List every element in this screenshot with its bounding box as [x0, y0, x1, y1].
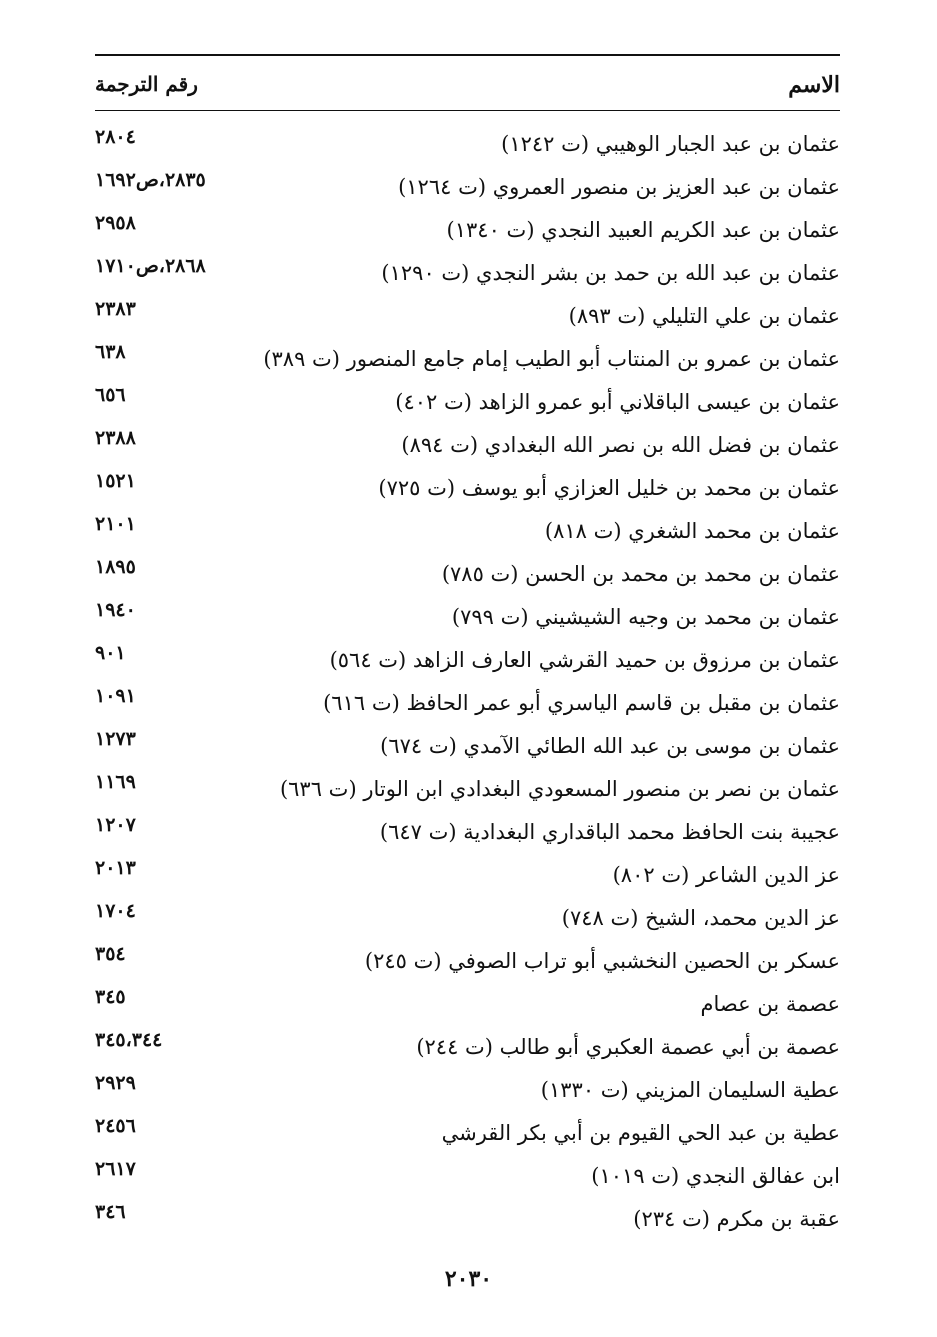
entry-name: عقبة بن مكرم (ت ٢٣٤)	[633, 1207, 840, 1231]
index-entry	[95, 208, 840, 251]
entry-number: ٣٤٦	[95, 1201, 126, 1223]
index-entry	[95, 767, 840, 810]
entry-number: ٢٤٥٦	[95, 1115, 136, 1137]
entry-name: عثمان بن علي التليلي (ت ٨٩٣)	[568, 304, 840, 328]
entry-name: عثمان بن عبد الجبار الوهيبي (ت ١٢٤٢)	[501, 132, 840, 156]
entry-name: عثمان بن عيسى الباقلاني أبو عمرو الزاهد (ت ٤٠٢)	[395, 390, 840, 414]
index-entry	[95, 1197, 840, 1240]
index-entry	[95, 251, 840, 294]
entry-number: ٣٤٥	[95, 986, 126, 1008]
index-entry	[95, 509, 840, 552]
entry-number: ٢٦١٧	[95, 1158, 136, 1180]
entry-name: عثمان بن نصر بن منصور المسعودي البغدادي ابن الوتار (ت ٦٣٦)	[279, 777, 840, 801]
index-entry	[95, 122, 840, 165]
entry-name: عصمة بن عصام	[700, 992, 840, 1016]
index-entry	[95, 681, 840, 724]
index-entry	[95, 1154, 840, 1197]
entry-name: عثمان بن موسى بن عبد الله الطائي الآمدي (ت ٦٧٤)	[380, 734, 840, 758]
index-entry	[95, 638, 840, 681]
entry-name: عثمان بن مرزوق بن حميد القرشي العارف الزاهد (ت ٥٦٤)	[329, 648, 840, 672]
entry-name: عسكر بن الحصين النخشبي أبو تراب الصوفي (ت ٢٤٥)	[364, 949, 840, 973]
entry-name: عثمان بن عبد الكريم العبيد النجدي (ت ١٣٤٠)	[446, 218, 840, 242]
index-entry	[95, 380, 840, 423]
entry-number: ٢٣٨٣	[95, 298, 136, 320]
page-number: ٢٠٣٠	[444, 1266, 493, 1292]
index-entry	[95, 724, 840, 767]
entry-number: ٢٩٥٨	[95, 212, 136, 234]
entry-number: ٣٥٤	[95, 943, 126, 965]
entry-name: عز الدين الشاعر (ت ٨٠٢)	[612, 863, 840, 887]
entry-name: عثمان بن عبد الله بن حمد بن بشر النجدي (ت ١٢٩٠)	[381, 261, 840, 285]
column-header	[95, 66, 840, 104]
index-entry	[95, 1111, 840, 1154]
index-entries	[95, 122, 840, 1240]
entry-number: ٢١٠١	[95, 513, 136, 535]
entry-number: ٦٣٨	[95, 341, 126, 363]
entry-name: عثمان بن محمد الشغري (ت ٨١٨)	[544, 519, 840, 543]
entry-number: ١٢٧٣	[95, 728, 136, 750]
entry-name: عثمان بن محمد بن وجيه الشيشيني (ت ٧٩٩)	[451, 605, 840, 629]
entry-number: ١٢٠٧	[95, 814, 136, 836]
entry-number: ١٠٩١	[95, 685, 136, 707]
index-entry	[95, 853, 840, 896]
index-entry	[95, 810, 840, 853]
entry-number: ٢٨٦٨،ص١٧١٠	[95, 255, 206, 277]
entry-name: عثمان بن مقبل بن قاسم الياسري أبو عمر الحافظ (ت ٦١٦)	[323, 691, 840, 715]
entry-name: عطية بن عبد الحي القيوم بن أبي بكر القرشي	[441, 1121, 840, 1145]
entry-number: ١٩٤٠	[95, 599, 136, 621]
entry-number: ١٨٩٥	[95, 556, 136, 578]
entry-number: ٢٩٢٩	[95, 1072, 136, 1094]
entry-name: عثمان بن محمد بن خليل العزازي أبو يوسف (ت ٧٢٥)	[378, 476, 840, 500]
entry-name: ابن عفالق النجدي (ت ١٠١٩)	[591, 1164, 840, 1188]
entry-number: ١٧٠٤	[95, 900, 136, 922]
entry-name: عثمان بن عبد العزيز بن منصور العمروي (ت ١٢٦٤)	[398, 175, 840, 199]
entry-number: ٦٥٦	[95, 384, 126, 406]
index-entry	[95, 982, 840, 1025]
header-rule	[95, 110, 840, 111]
index-entry	[95, 337, 840, 380]
number-column-label: رقم الترجمة	[95, 72, 198, 96]
entry-name: عصمة بن أبي عصمة العكبري أبو طالب (ت ٢٤٤)	[416, 1035, 840, 1059]
entry-number: ١١٦٩	[95, 771, 136, 793]
entry-number: ٢٠١٣	[95, 857, 136, 879]
entry-name: عثمان بن محمد بن محمد بن الحسن (ت ٧٨٥)	[441, 562, 840, 586]
entry-number: ٢٨٠٤	[95, 126, 136, 148]
index-entry	[95, 595, 840, 638]
entry-name: عثمان بن فضل الله بن نصر الله البغدادي (ت ٨٩٤)	[401, 433, 840, 457]
index-entry	[95, 1025, 840, 1068]
entry-number: ٩٠١	[95, 642, 126, 664]
entry-number: ٢٣٨٨	[95, 427, 136, 449]
index-entry	[95, 165, 840, 208]
index-entry	[95, 466, 840, 509]
entry-number: ٣٤٥،٣٤٤	[95, 1029, 163, 1051]
entry-name: عجيبة بنت الحافظ محمد الباقداري البغدادية (ت ٦٤٧)	[379, 820, 840, 844]
index-entry	[95, 552, 840, 595]
entry-name: عثمان بن عمرو بن المنتاب أبو الطيب إمام جامع المنصور (ت ٣٨٩)	[263, 347, 840, 371]
index-entry	[95, 939, 840, 982]
entry-name: عطية السليمان المزيني (ت ١٣٣٠)	[540, 1078, 840, 1102]
name-column-label: الاسم	[788, 72, 840, 98]
entry-name: عز الدين محمد، الشيخ (ت ٧٤٨)	[561, 906, 840, 930]
entry-number: ٢٨٣٥،ص١٦٩٢	[95, 169, 206, 191]
top-rule	[95, 54, 840, 56]
index-entry	[95, 423, 840, 466]
entry-number: ١٥٢١	[95, 470, 136, 492]
index-entry	[95, 1068, 840, 1111]
index-entry	[95, 896, 840, 939]
index-entry	[95, 294, 840, 337]
